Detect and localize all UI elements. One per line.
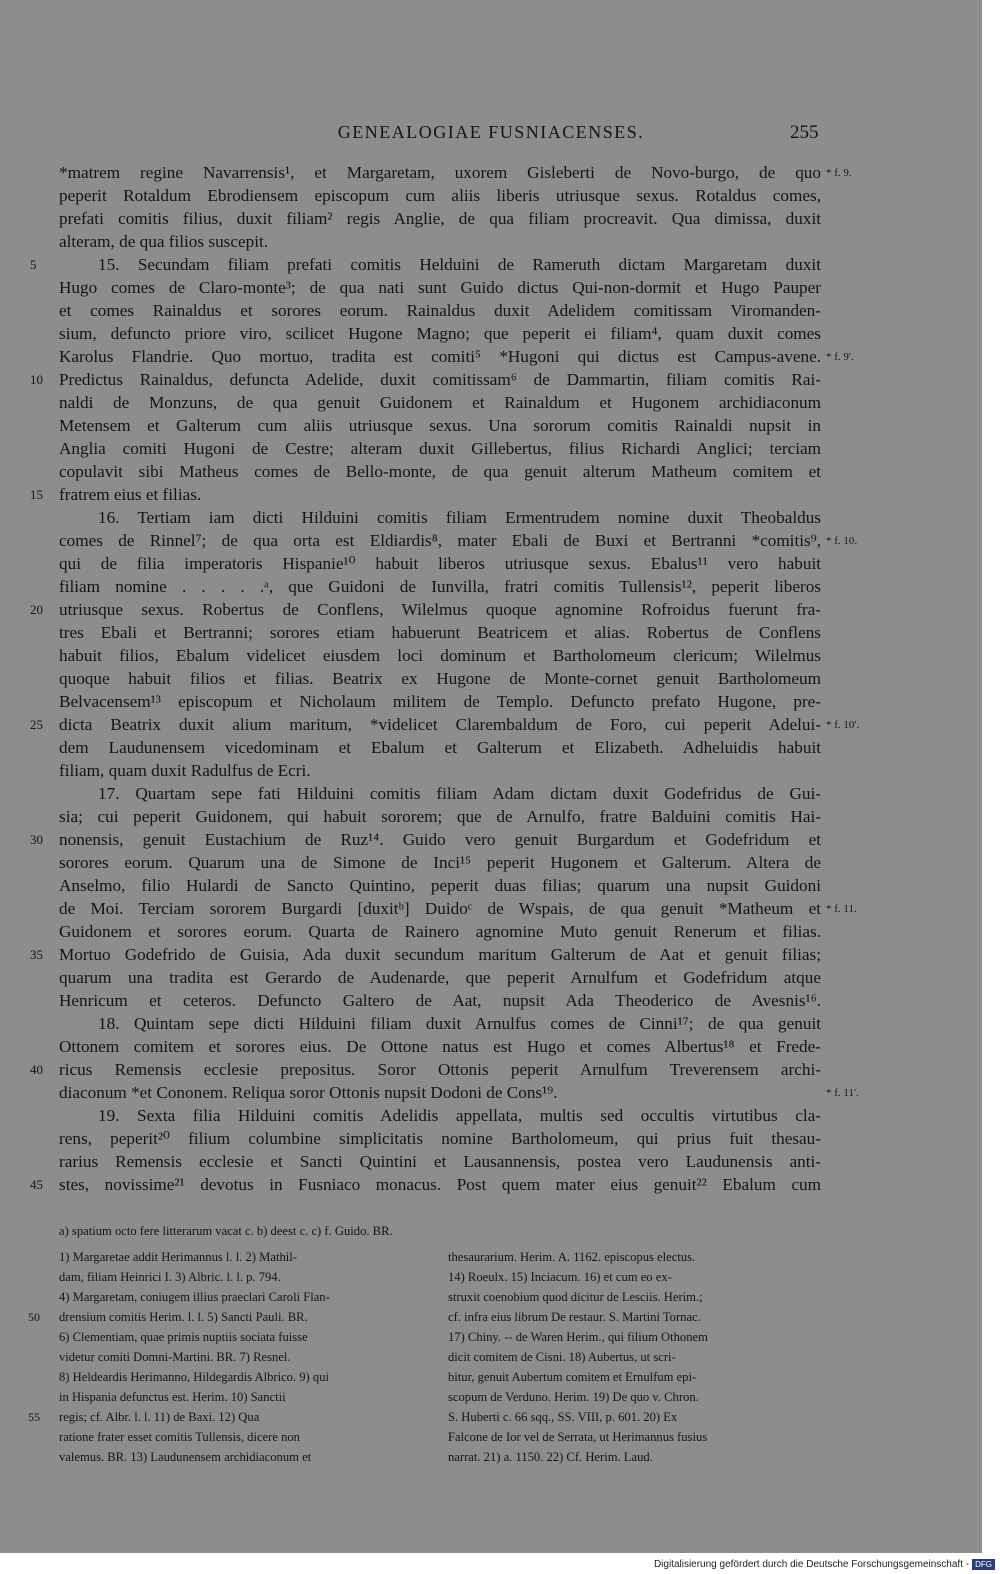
variant-notes: a) spatium octo fere litterarum vacat c. b) deest c. c) f. Guido. BR. — [59, 1224, 393, 1238]
text-line: Mortuo Godefrido de Guisia, Ada duxit secundum maritum Galterum de Aat et genuit filias; — [59, 945, 821, 964]
text-line: Henricum et ceteros. Defuncto Galtero de Aat, nupsit Ada Theoderico de Avesnis¹⁶. — [59, 991, 821, 1010]
text-line: Karolus Flandrie. Quo mortuo, tradita est comiti⁵ *Hugoni qui dictus est Campus-avene. — [59, 347, 821, 366]
footnote-line: narrat. 21) a. 1150. 22) Cf. Herim. Laud. — [448, 1450, 653, 1464]
text-line: 15. Secundam filiam prefati comitis Helduini de Rameruth dictam Margaretam duxit — [98, 255, 821, 274]
line-number: 45 — [30, 1177, 43, 1192]
footnote-line: drensium comitis Herim. l. l. 5) Sancti Pauli. BR. — [59, 1310, 308, 1324]
line-number: 5 — [30, 257, 37, 272]
line-number: 40 — [30, 1062, 43, 1077]
footnote-line: struxit coenobium quod dicitur de Lesciis. Herim.; — [448, 1290, 703, 1304]
text-line: quarum una tradita est Gerardo de Audenarde, que peperit Arnulfum et Godefridum atque — [59, 968, 821, 987]
text-line: copulavit sibi Matheus comes de Bello-monte, de qua genuit alterum Matheum comitem et — [59, 462, 821, 481]
text-line: sia; cui peperit Guidonem, qui habuit sororem; que de Arnulfo, fratre Balduini comitis Hai- — [59, 807, 821, 826]
text-line: Anglia comiti Hugoni de Cestre; alteram duxit Gillebertus, filius Richardi Anglici; terciam — [59, 439, 821, 458]
page-number: 255 — [790, 122, 819, 143]
text-line: stes, novissime²¹ devotus in Fusniaco monacus. Post quem mater eius genuit²² Ebalum cum — [59, 1175, 821, 1194]
footnote-line: S. Huberti c. 66 sqq., SS. VIII, p. 601. 20) Ex — [448, 1410, 678, 1424]
folio-mark: * f. 10'. — [826, 719, 860, 731]
text-line: sium, defuncto priore viro, scilicet Hugone Magno; que peperit ei filiam⁴, quam duxit comes — [59, 324, 821, 343]
footnote-line: scopum de Verduno. Herim. 19) De quo v. Chron. — [448, 1390, 699, 1404]
footnote-line: 6) Clementiam, quae primis nuptiis sociata fuisse — [59, 1330, 308, 1344]
folio-mark: * f. 9'. — [826, 351, 854, 363]
footnote-line: valemus. BR. 13) Laudunensem archidiaconum et — [59, 1450, 312, 1464]
line-number: 25 — [30, 717, 43, 732]
text-line: de Moi. Terciam sororem Burgardi [duxitᵇ] Duidoᶜ de Wspais, de qua genuit *Matheum et — [59, 899, 821, 918]
text-line: rarius Remensis ecclesie et Sancti Quintini et Lausannensis, postea vero Laudunensis anti- — [59, 1152, 821, 1171]
footer-text: Digitalisierung gefördert durch die Deutsche Forschungsgemeinschaft - — [653, 1559, 970, 1570]
text-line: 19. Sexta filia Hilduini comitis Adelidis appellata, multis sed occultis virtutibus cla- — [98, 1106, 821, 1125]
text-line: comes de Rinnel⁷; de qua orta est Eldiardis⁸, mater Ebali de Buxi et Bertranni *comitis⁹, — [59, 531, 821, 550]
dfg-logo-icon: DFG — [972, 1559, 995, 1570]
text-line: dem Laudunensem vicedominam et Ebalum et Galterum et Elizabeth. Adheluidis habuit — [59, 738, 821, 757]
footnote-line: cf. infra eius librum De restaur. S. Martini Tornac. — [448, 1310, 701, 1324]
text-line: prefati comitis filius, duxit filiam² regis Anglie, de qua filiam procreavit. Qua dimissa, duxit — [59, 209, 821, 228]
text-line: peperit Rotaldum Ebrodiensem episcopum cum aliis liberis utriusque sexus. Rotaldus comes, — [59, 186, 821, 205]
text-line: habuit filios, Ebalum videlicet eiusdem loci dominum et Bartholomeum clericum; Wilelmus — [59, 646, 821, 665]
text-line: Metensem et Galterum cum aliis utriusque sexus. Una sororum comitis Rainaldi nupsit in — [59, 416, 821, 435]
footnote-line-number: 55 — [28, 1410, 40, 1424]
text-line: diaconum *et Cononem. Reliqua soror Ottonis nupsit Dodoni de Cons¹⁹. — [59, 1083, 558, 1102]
text-line: alteram, de qua filios suscepit. — [59, 232, 269, 251]
text-line: naldi de Monzuns, de qua genuit Guidonem et Rainaldum et Hugonem archidiaconum — [59, 393, 821, 412]
text-line: Hugo comes de Claro-monte³; de qua nati sunt Guido dictus Qui-non-dormit et Hugo Pauper — [59, 278, 821, 297]
text-line: et comes Rainaldus et sorores eorum. Rainaldus duxit Adelidem comitissam Viromanden- — [59, 301, 821, 320]
text-line: fratrem eius et filias. — [59, 485, 202, 504]
footnote-line: regis; cf. Albr. l. l. 11) de Baxi. 12) Qua — [59, 1410, 260, 1424]
text-line: nonensis, genuit Eustachium de Ruz¹⁴. Guido vero genuit Burgardum et Godefridum et — [59, 830, 821, 849]
text-line: *matrem regine Navarrensis¹, et Margaretam, uxorem Gisleberti de Novo-burgo, de quo — [59, 163, 821, 182]
footnote-line: bitur, genuit Aubertum comitem et Ernulfum epi- — [448, 1370, 697, 1384]
footnote-line-number: 50 — [28, 1310, 40, 1324]
text-line: 18. Quintam sepe dicti Hilduini filiam duxit Arnulfus comes de Cinni¹⁷; de qua genuit — [98, 1014, 821, 1033]
text-line: utriusque sexus. Robertus de Conflens, Wilelmus quoque agnomine Rofroidus fuerunt fra- — [59, 600, 821, 619]
text-line: dicta Beatrix duxit alium maritum, *videlicet Clarembaldum de Foro, cui peperit Adelui- — [59, 715, 821, 734]
footnote-line: in Hispania defunctus est. Herim. 10) Sanctii — [59, 1390, 286, 1404]
text-line: qui de filia imperatoris Hispanie¹⁰ habuit liberos utriusque sexus. Ebalus¹¹ vero habuit — [59, 554, 821, 573]
folio-mark: * f. 9. — [826, 167, 852, 179]
footnote-line: 17) Chiny. -- de Waren Herim., qui filium Othonem — [448, 1330, 708, 1344]
footnote-line: dicit comitem de Cisni. 18) Aubertus, ut scri- — [448, 1350, 676, 1364]
text-line: Guidonem et sorores eorum. Quarta de Rainero agnomine Muto genuit Renerum et filias. — [59, 922, 821, 941]
footnote-line: thesaurarium. Herim. A. 1162. episcopus electus. — [448, 1250, 696, 1264]
text-line: sorores eorum. Quarum una de Simone de Inci¹⁵ peperit Hugonem et Galterum. Altera de — [59, 853, 821, 872]
footnote-line: Falcone de Ior vel de Serrata, ut Herimannus fusius — [448, 1430, 708, 1444]
funding-footer — [550, 1557, 995, 1572]
folio-mark: * f. 11'. — [826, 1087, 859, 1099]
footnote-line: videtur comiti Domni-Martini. BR. 7) Resnel. — [59, 1350, 291, 1364]
footnote-line: dam, filiam Heinrici I. 3) Albric. l. l. p. 794. — [59, 1270, 281, 1284]
line-number: 20 — [30, 602, 43, 617]
text-line: Belvacensem¹³ episcopum et Nicholaum militem de Templo. Defuncto prefato Hugone, pre- — [59, 692, 821, 711]
text-line: rens, peperit²⁰ filium columbine simplicitatis nomine Bartholomeum, qui prius fuit thesau- — [59, 1129, 821, 1148]
text-line: 17. Quartam sepe fati Hilduini comitis filiam Adam dictam duxit Godefridus de Gui- — [98, 784, 821, 803]
footnote-line: ratione frater esset comitis Tullensis, dicere non — [59, 1430, 300, 1444]
line-number: 30 — [30, 832, 43, 847]
folio-mark: * f. 10. — [826, 535, 858, 547]
text-line: 16. Tertiam iam dicti Hilduini comitis filiam Ermentrudem nomine duxit Theobaldus — [98, 508, 821, 527]
line-number: 35 — [30, 947, 43, 962]
footnote-line: 4) Margaretam, coniugem illius praeclari Caroli Flan- — [59, 1290, 330, 1304]
text-line: filiam nomine . . . . .ᵃ, que Guidoni de Iunvilla, fratri comitis Tullensis¹², peperit liberos — [59, 577, 821, 596]
text-line: Ottonem comitem et sorores eius. De Ottone natus est Hugo et comes Albertus¹⁸ et Frede- — [59, 1037, 821, 1056]
text-line: ricus Remensis ecclesie prepositus. Soror Ottonis peperit Arnulfum Treverensem archi- — [59, 1060, 821, 1079]
text-line: filiam, quam duxit Radulfus de Ecri. — [59, 761, 311, 780]
text-line: Predictus Rainaldus, defuncta Adelide, duxit comitissam⁶ de Dammartin, filiam comitis Rai- — [59, 370, 821, 389]
footnote-line: 8) Heldeardis Herimanno, Hildegardis Albrico. 9) qui — [59, 1370, 329, 1384]
line-number: 10 — [30, 372, 43, 387]
footnote-line: 14) Roeulx. 15) Inciacum. 16) et cum eo ex- — [448, 1270, 672, 1284]
text-line: quoque habuit filios et filias. Beatrix ex Hugone de Monte-cornet genuit Bartholomeum — [59, 669, 821, 688]
line-number: 15 — [30, 487, 43, 502]
folio-mark: * f. 11. — [826, 903, 857, 915]
text-line: Anselmo, filio Hulardi de Sancto Quintino, peperit duas filias; quarum una nupsit Guidoni — [59, 876, 821, 895]
text-line: tres Ebali et Bertranni; sorores etiam habuerunt Beatricem et alias. Robertus de Conflens — [59, 623, 821, 642]
running-header: GENEALOGIAE FUSNIACENSES. — [337, 122, 645, 142]
footnote-line: 1) Margaretae addit Herimannus l. l. 2) Mathil- — [59, 1250, 297, 1264]
